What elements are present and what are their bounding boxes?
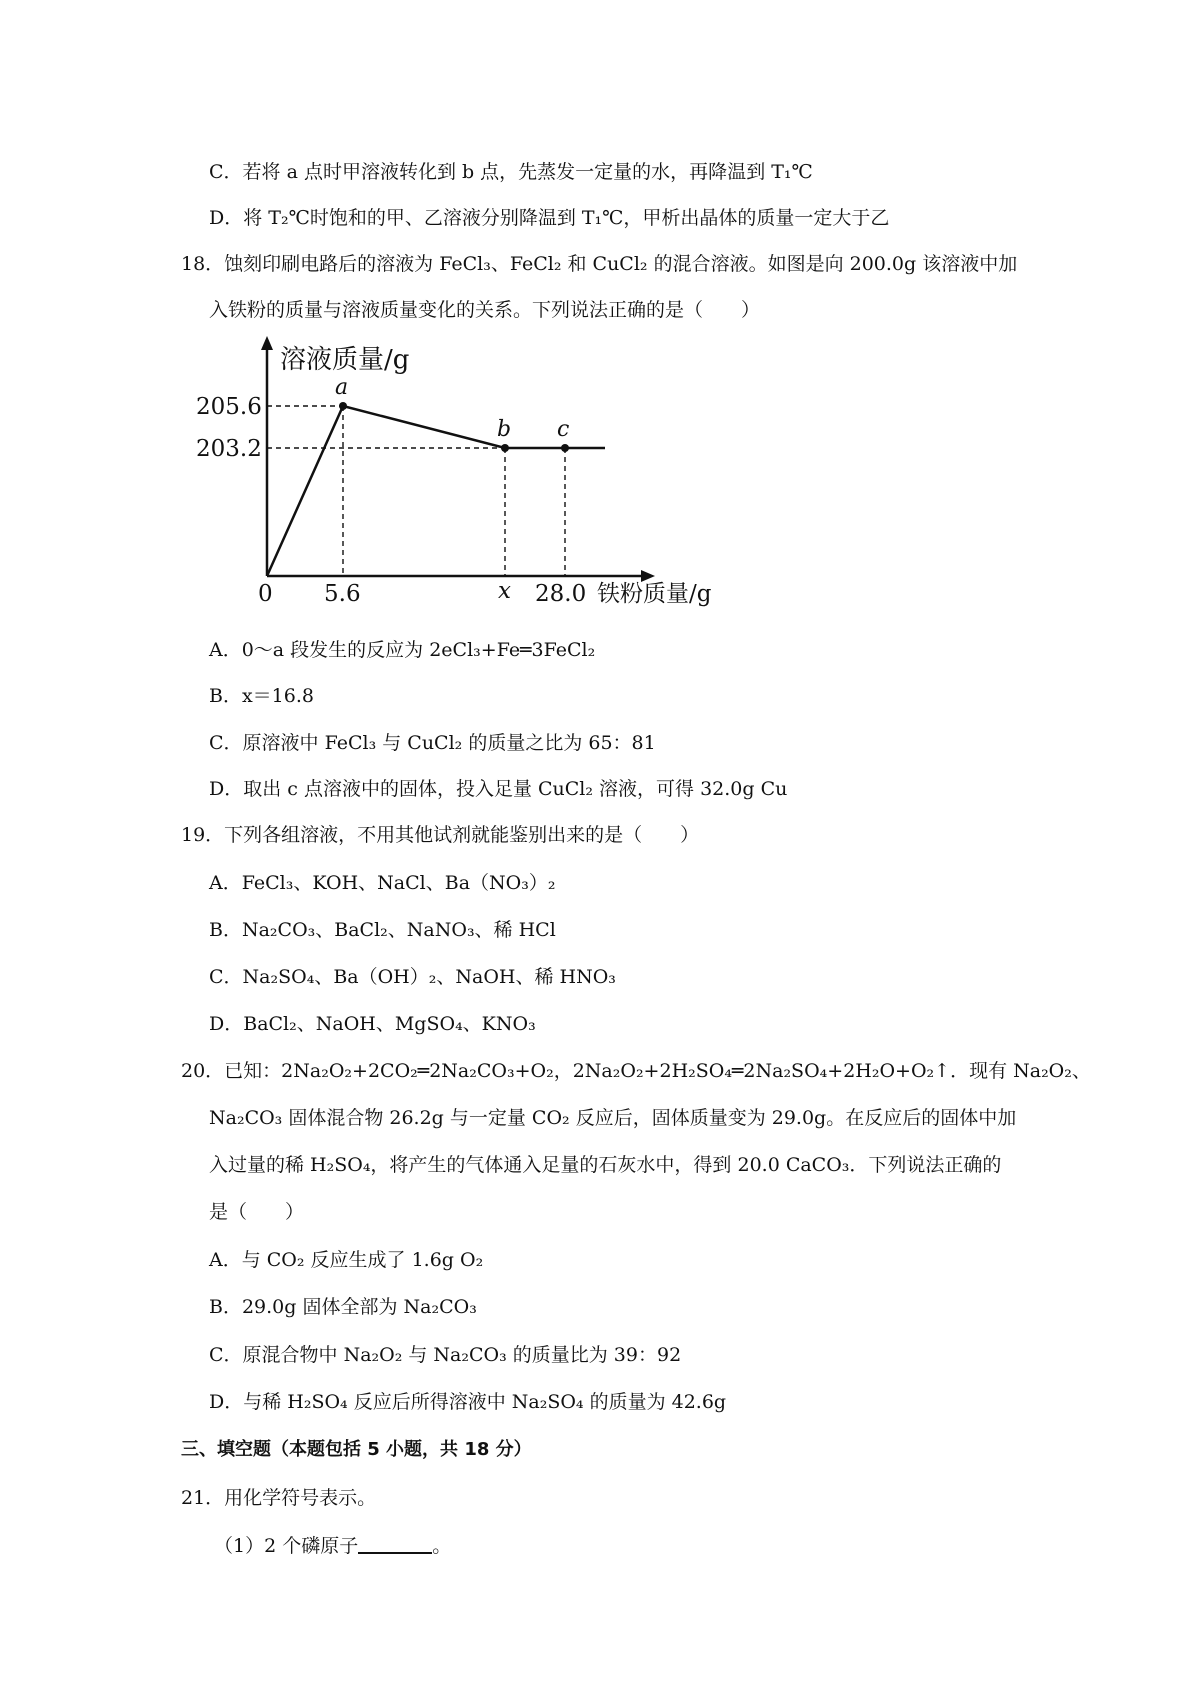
iron-powder-solution-mass-graph <box>196 336 750 607</box>
q21-stem: 21．用化学符号表示。 <box>181 1487 377 1509</box>
section-3-heading: 三、填空题（本题包括 5 小题，共 18 分） <box>181 1439 532 1460</box>
q18-option-c: C．原溶液中 FeCl₃ 与 CuCl₂ 的质量之比为 65：81 <box>209 732 656 754</box>
x-tick-x: x <box>498 578 511 604</box>
y-axis-label: 溶液质量/g <box>280 345 410 375</box>
x-tick-5-6: 5.6 <box>324 581 361 607</box>
q18-option-d: D．取出 c 点溶液中的固体，投入足量 CuCl₂ 溶液，可得 32.0g Cu <box>209 778 788 800</box>
y-tick-205-6: 205.6 <box>196 394 262 420</box>
q18-option-b: B．x＝16.8 <box>209 685 314 707</box>
x-axis-label: 铁粉质量/g <box>597 581 712 607</box>
point-b <box>501 444 509 452</box>
point-a <box>339 402 347 410</box>
q20-option-a: A．与 CO₂ 反应生成了 1.6g O₂ <box>209 1249 484 1271</box>
point-b-label: b <box>497 417 512 442</box>
q18-option-a: A．0～a 段发生的反应为 2eCl₃+Fe═3FeCl₂ <box>209 639 596 661</box>
y-axis-arrow <box>261 336 273 350</box>
q20-stem-line2: Na₂CO₃ 固体混合物 26.2g 与一定量 CO₂ 反应后，固体质量变为 29.0g。在反应后的固体中加 <box>209 1107 1017 1129</box>
q19-stem: 19．下列各组溶液，不用其他试剂就能鉴别出来的是（ ） <box>181 824 700 846</box>
point-c <box>561 444 569 452</box>
q17-option-d: D．将 T₂℃时饱和的甲、乙溶液分别降温到 T₁℃，甲析出晶体的质量一定大于乙 <box>209 207 890 229</box>
q17-option-c: C．若将 a 点时甲溶液转化到 b 点，先蒸发一定量的水，再降温到 T₁℃ <box>209 161 813 183</box>
q21-part-1-text: （1）2 个磷原子 <box>214 1535 359 1557</box>
q19-option-c: C．Na₂SO₄、Ba（OH）₂、NaOH、稀 HNO₃ <box>209 966 616 988</box>
q20-stem-line3: 入过量的稀 H₂SO₄，将产生的气体通入足量的石灰水中，得到 20.0 CaCO₃．下列说法正确的 <box>209 1154 1002 1176</box>
q19-option-d: D．BaCl₂、NaOH、MgSO₄、KNO₃ <box>209 1013 536 1035</box>
origin-label: 0 <box>258 581 273 607</box>
q19-option-b: B．Na₂CO₃、BaCl₂、NaNO₃、稀 HCl <box>209 919 556 941</box>
y-tick-203-2: 203.2 <box>196 436 262 462</box>
q18-stem-line1: 18．蚀刻印刷电路后的溶液为 FeCl₃、FeCl₂ 和 CuCl₂ 的混合溶液。如图是向 200.0g 该溶液中加 <box>181 253 1018 275</box>
q20-option-b: B．29.0g 固体全部为 Na₂CO₃ <box>209 1296 477 1318</box>
q20-option-d: D．与稀 H₂SO₄ 反应后所得溶液中 Na₂SO₄ 的质量为 42.6g <box>209 1391 727 1413</box>
x-tick-28-0: 28.0 <box>535 581 587 607</box>
q18-stem-line2: 入铁粉的质量与溶液质量变化的关系。下列说法正确的是（ ） <box>209 299 761 321</box>
q21-part-1-end: 。 <box>432 1535 452 1557</box>
q21-part-1 <box>214 1534 451 1558</box>
q20-stem-line4: 是（ ） <box>209 1201 305 1223</box>
point-c-label: c <box>557 417 570 442</box>
answer-blank[interactable] <box>358 1534 432 1554</box>
q20-option-c: C．原混合物中 Na₂O₂ 与 Na₂CO₃ 的质量比为 39：92 <box>209 1344 682 1366</box>
point-a-label: a <box>335 375 349 400</box>
q19-option-a: A．FeCl₃、KOH、NaCl、Ba（NO₃）₂ <box>209 872 556 894</box>
mass-curve <box>267 406 605 576</box>
q20-stem-line1: 20．已知：2Na₂O₂+2CO₂═2Na₂CO₃+O₂，2Na₂O₂+2H₂SO₄═2Na₂SO₄+2H₂O+O₂↑．现有 Na₂O₂、 <box>181 1060 1091 1082</box>
